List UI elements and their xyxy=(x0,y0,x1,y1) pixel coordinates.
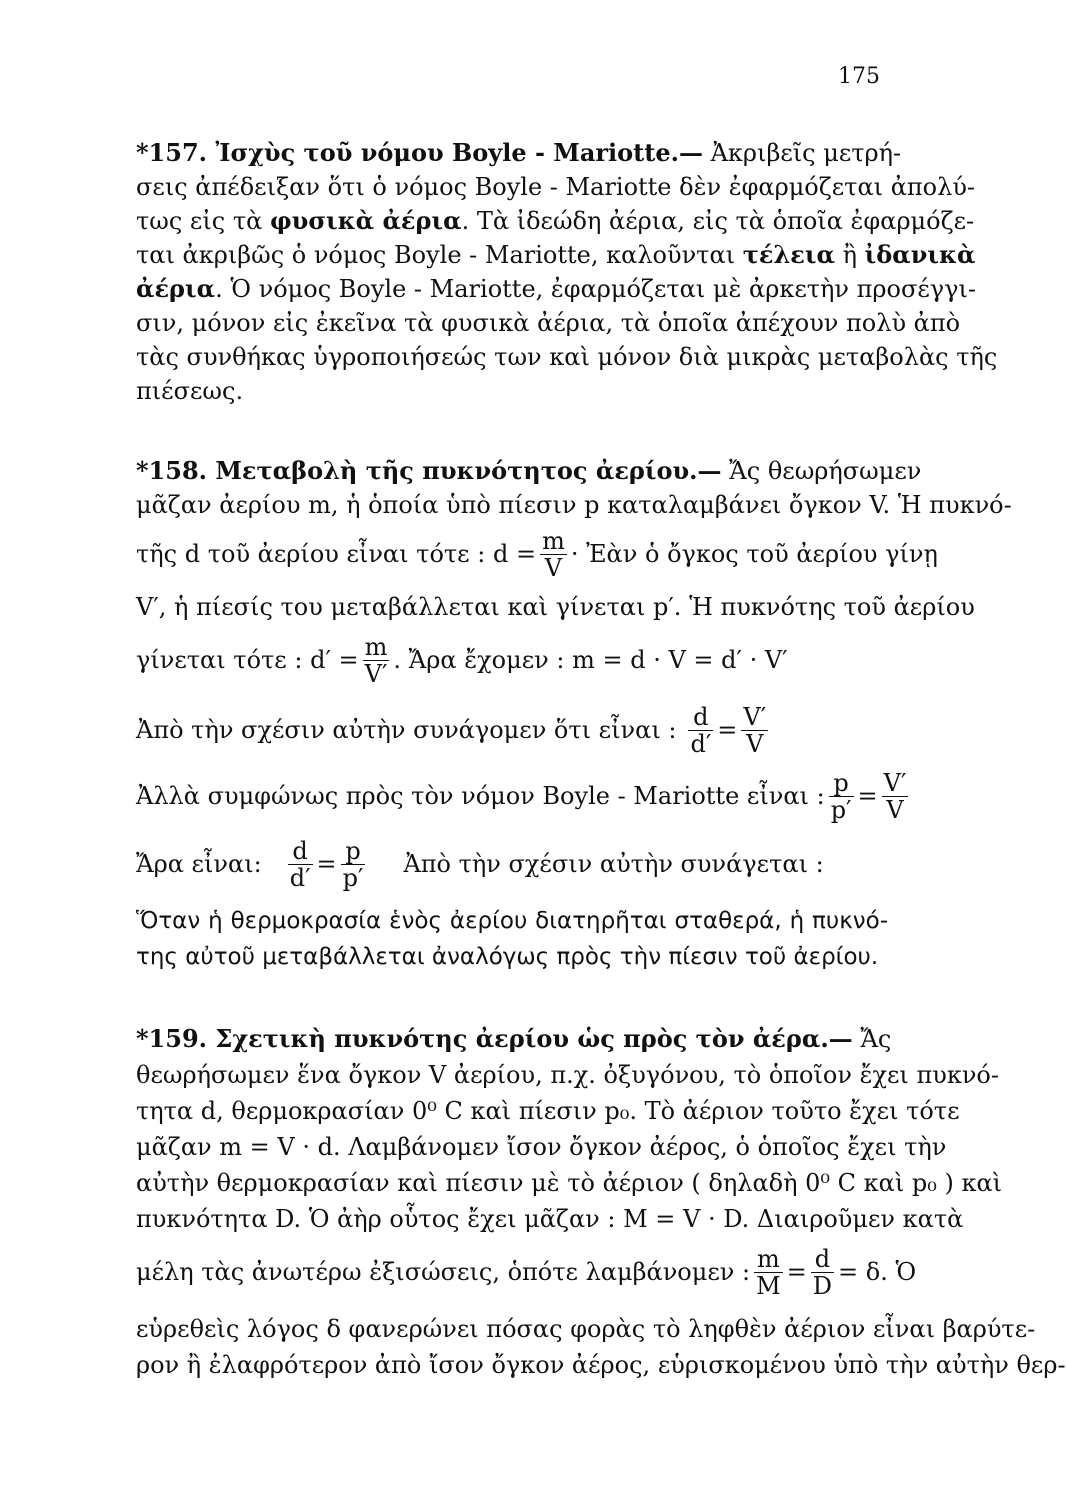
fraction-m-over-V: $\frac{m}{V}$ xyxy=(542,526,565,582)
page-number: 175 xyxy=(838,64,880,89)
s158-heading: *158. Μεταβολὴ τῆς πυκνότητος ἀερίου.— xyxy=(136,456,722,485)
s159-line-2: θεωρήσωμεν ἕνα ὄγκον V ἀερίου, π.χ. ὀξυγόνου, τὸ ὁποῖον ἔχει πυκνό- xyxy=(136,1061,999,1089)
s159-line-8: εὑρεθεὶς λόγος δ φανερώνει πόσας φορὰς τὸ ληφθὲν ἀέριον εἶναι βαρύτε- xyxy=(136,1315,1036,1343)
s158-line-2: μᾶζαν ἀερίου m, ἡ ὁποία ὑπὸ πίεσιν p καταλαμβάνει ὄγκον V. Ἡ πυκνό- xyxy=(136,491,1012,519)
fraction-d-over-D: $\frac{d}{D}$ xyxy=(812,1244,832,1300)
s158-rule-line-2: της αὐτοῦ μεταβάλλεται ἀναλόγως πρὸς τὴν πίεσιν τοῦ ἀερίου. xyxy=(136,944,879,970)
s158-line-7: Ἀλλὰ συμφώνως πρὸς τὸν νόμον Boyle - Mariotte εἶναι : $\frac{p}{p'}$ = $\frac{V'}{V}$ xyxy=(136,768,907,824)
term-perfect: τέλεια xyxy=(742,240,835,269)
s157-line-4: ται ἀκριβῶς ὁ νόμος Boyle - Mariotte, καλοῦνται τέλεια ἢ ἰδανικὰ xyxy=(136,240,976,269)
s159-line-3: τητα d, θερμοκρασίαν 0⁰ C καὶ πίεσιν p₀. Τὸ ἀέριον τοῦτο ἔχει τότε xyxy=(136,1097,960,1125)
s159-line-6: πυκνότητα D. Ὁ ἀὴρ οὗτος ἔχει μᾶζαν : M = V · D. Διαιροῦμεν κατὰ xyxy=(136,1205,964,1233)
s159-line-7: μέλη τὰς ἀνωτέρω ἐξισώσεις, ὁπότε λαμβάνομεν : $\frac{m}{M}$ = $\frac{d}{D}$ = δ. Ὁ xyxy=(136,1244,917,1300)
fraction-d-over-d-prime: $\frac{d}{d'}$ xyxy=(690,702,712,758)
term-ideal: ἰδανικὰ xyxy=(864,240,976,269)
s157-heading: *157. Ἰσχὺς τοῦ νόμου Boyle - Mariotte.— xyxy=(136,138,703,167)
s159-line-9: ρον ἢ ἐλαφρότερον ἀπὸ ἴσον ὄγκον ἀέρος, εὑρισκομένου ὑπὸ τὴν αὐτὴν θερ- xyxy=(136,1351,1066,1379)
s159-line-4: μᾶζαν m = V · d. Λαμβάνομεν ἴσον ὄγκον ἀέρος, ὁ ὁποῖος ἔχει τὴν xyxy=(136,1133,947,1161)
s158-line-6: Ἀπὸ τὴν σχέσιν αὐτὴν συνάγομεν ὅτι εἶναι : $\frac{d}{d'}$ = $\frac{V'}{V}$ xyxy=(136,702,767,758)
s158-line-4: V′, ἡ πίεσίς του μεταβάλλεται καὶ γίνεται p′. Ἡ πυκνότης τοῦ ἀερίου xyxy=(136,593,975,621)
s158-line-8: Ἄρα εἶναι: $\frac{d}{d'}$ = $\frac{p}{p'}$ Ἀπὸ τὴν σχέσιν αὐτὴν συνάγεται : xyxy=(136,836,824,892)
s157-line-8: πιέσεως. xyxy=(136,377,244,405)
s157-line-2: σεις ἀπέδειξαν ὅτι ὁ νόμος Boyle - Mariotte δὲν ἐφαρμόζεται ἀπολύ- xyxy=(136,173,976,201)
s157-line-6: σιν, μόνον εἰς ἐκεῖνα τὰ φυσικὰ ἀέρια, τὰ ὁποῖα ἀπέχουν πολὺ ἀπὸ xyxy=(136,309,961,337)
s158-line-1: *158. Μεταβολὴ τῆς πυκνότητος ἀερίου.— Ἄς θεωρήσωμεν xyxy=(136,456,922,485)
s159-line-5: αὐτὴν θερμοκρασίαν καὶ πίεσιν μὲ τὸ ἀέριον ( δηλαδὴ 0⁰ C καὶ p₀ ) καὶ xyxy=(136,1169,1003,1197)
s157-line-5: ἀέρια. Ὁ νόμος Boyle - Mariotte, ἐφαρμόζεται μὲ ἀρκετὴν προσέγγι- xyxy=(136,274,976,303)
term-physical-gases: φυσικὰ ἀέρια xyxy=(269,206,462,235)
s157-line-3: τως εἰς τὰ φυσικὰ ἀέρια. Τὰ ἰδεώδη ἀέρια, εἰς τὰ ὁποῖα ἐφαρμόζε- xyxy=(136,206,975,235)
fraction-V-prime-over-V: $\frac{V'}{V}$ xyxy=(743,702,767,758)
s158-rule-line-1: Ὅταν ἡ θερμοκρασία ἑνὸς ἀερίου διατηρῆται σταθερά, ἡ πυκνό- xyxy=(136,908,888,934)
fraction-p-over-p-prime-2: $\frac{p}{p'}$ xyxy=(342,836,364,892)
s158-line-5: γίνεται τότε : d′ = $\frac{m}{V'}$ . Ἄρα ἔχομεν : m = d · V = d′ · V′ xyxy=(136,632,788,688)
s157-line-1: *157. Ἰσχὺς τοῦ νόμου Boyle - Mariotte.— Ἀκριβεῖς μετρή- xyxy=(136,138,902,167)
fraction-p-over-p-prime: $\frac{p}{p'}$ xyxy=(830,768,852,824)
s157-line-7: τὰς συνθήκας ὑγροποιήσεώς των καὶ μόνον διὰ μικρὰς μεταβολὰς τῆς xyxy=(136,343,998,371)
s158-line-3: τῆς d τοῦ ἀερίου εἶναι τότε : d = $\frac{m}{V}$ · Ἐὰν ὁ ὄγκος τοῦ ἀερίου γίνῃ xyxy=(136,526,938,582)
fraction-m-over-V-prime: $\frac{m}{V'}$ xyxy=(364,632,388,688)
fraction-d-over-d-prime-2: $\frac{d}{d'}$ xyxy=(289,836,311,892)
s159-heading: *159. Σχετικὴ πυκνότης ἀερίου ὡς πρὸς τὸν ἀέρα.— xyxy=(136,1024,853,1053)
fraction-V-prime-over-V-2: $\frac{V'}{V}$ xyxy=(883,768,907,824)
fraction-m-over-M: $\frac{m}{M}$ xyxy=(756,1244,781,1300)
s159-line-1: *159. Σχετικὴ πυκνότης ἀερίου ὡς πρὸς τὸν ἀέρα.— Ἄς xyxy=(136,1024,892,1053)
